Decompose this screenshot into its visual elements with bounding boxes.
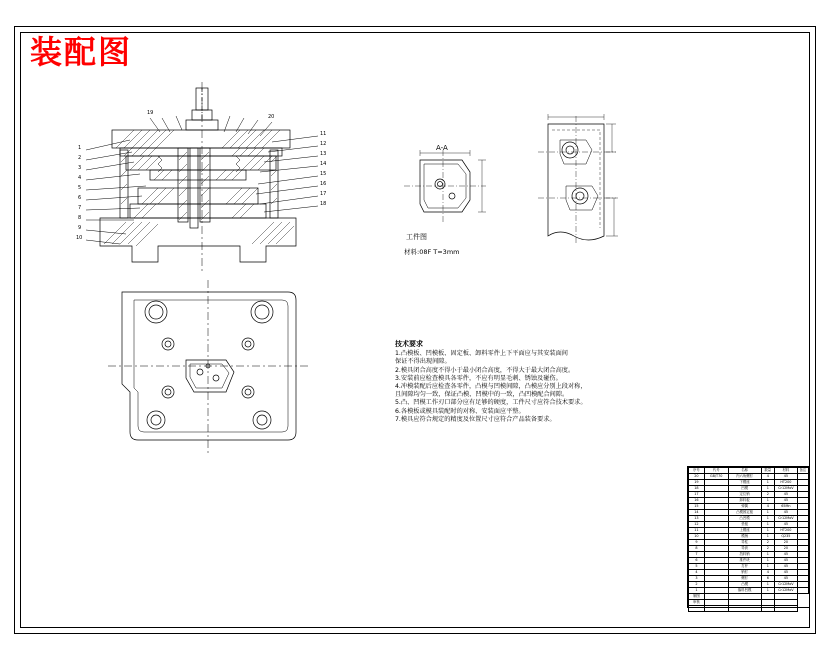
bom-cell: 凹模 — [728, 486, 761, 492]
bom-cell: 内六角螺钉 — [728, 474, 761, 480]
workpiece-caption: 工件图 — [406, 233, 427, 241]
bom-cell: 销钉 — [728, 570, 761, 576]
bom-cell: 4 — [761, 474, 775, 480]
bom-cell: 备注 — [797, 468, 808, 474]
bom-cell: 落料凹模 — [728, 588, 761, 594]
bom-cell: 20 — [689, 474, 705, 480]
bom-cell: 1 — [761, 564, 775, 570]
bom-cell: 45 — [775, 576, 798, 582]
workpiece-material: 材料:08F T=3mm — [404, 248, 460, 256]
bom-cell: 1 — [761, 552, 775, 558]
bom-cell: 模柄 — [728, 534, 761, 540]
section-mark-a: A-A — [436, 144, 448, 152]
technical-requirements-heading: 技术要求 — [395, 340, 423, 348]
bom-cell: 打杆 — [728, 564, 761, 570]
bom-cell: 4 — [761, 570, 775, 576]
bom-cell: 45 — [775, 474, 798, 480]
bom-cell: 数量 — [761, 468, 775, 474]
bom-cell: 20 — [775, 540, 798, 546]
callout-13: 13 — [320, 151, 327, 157]
bom-cell: 45 — [775, 552, 798, 558]
bom-cell: 19 — [689, 480, 705, 486]
title-block-cell — [761, 606, 775, 612]
tr-line-4: 3.安装前应检查模具各零件，不应有明显毛刺、锈蚀及碰伤。 — [395, 374, 562, 382]
bom-cell: 2 — [761, 492, 775, 498]
bom-cell: 8 — [689, 546, 705, 552]
callout-20: 20 — [268, 114, 275, 120]
bom-cell: 序号 — [689, 468, 705, 474]
title-block-cell — [689, 606, 705, 612]
bom-cell: 卸料板 — [728, 498, 761, 504]
bom-cell: 45 — [775, 564, 798, 570]
bom-cell: 1 — [761, 516, 775, 522]
callout-3: 3 — [78, 165, 82, 171]
bom-cell: 45 — [775, 570, 798, 576]
bom-cell: Cr12MoV — [775, 486, 798, 492]
callout-2: 2 — [78, 155, 82, 161]
title-block-footer-row — [689, 606, 809, 612]
bom-cell: 导套 — [728, 546, 761, 552]
bom-cell: 2 — [761, 546, 775, 552]
bom-cell: 推件块 — [728, 558, 761, 564]
callout-19: 19 — [147, 110, 154, 116]
bom-cell: 14 — [689, 510, 705, 516]
bom-cell: 17 — [689, 492, 705, 498]
bom-cell: 11 — [689, 528, 705, 534]
callout-18: 18 — [320, 201, 327, 207]
title-block-cell — [775, 606, 798, 612]
tr-line-9: 7.模具应符合规定的精度及位置尺寸应符合产品装备要求。 — [395, 415, 556, 423]
bom-cell: 13 — [689, 516, 705, 522]
bom-cell: 1 — [761, 558, 775, 564]
callout-10: 10 — [76, 235, 83, 241]
bom-cell: HT200 — [775, 528, 798, 534]
bom-cell: 1 — [761, 522, 775, 528]
tr-line-6: 且间隙均匀一致，保证凸模、凹模中的一致，凸凹模配合间隙。 — [395, 391, 569, 399]
bom-cell: 名称 — [728, 468, 761, 474]
callout-8: 8 — [78, 215, 82, 221]
bom-cell: 12 — [689, 522, 705, 528]
bom-cell: 16 — [689, 498, 705, 504]
tr-line-1: 1.凸模板、凹模板、固定板、卸料零件上下平面应与其安装面间 — [395, 350, 568, 358]
bom-cell: 18 — [689, 486, 705, 492]
bom-cell: 5 — [689, 564, 705, 570]
callout-9: 9 — [78, 225, 82, 231]
bom-cell: 导柱 — [728, 540, 761, 546]
callout-11: 11 — [320, 131, 327, 137]
bom-cell: Cr12MoV — [775, 516, 798, 522]
bom-cell: 3 — [689, 576, 705, 582]
bom-cell: 6 — [689, 558, 705, 564]
callout-5: 5 — [78, 185, 82, 191]
bom-cell: 45 — [775, 558, 798, 564]
callout-1: 1 — [78, 145, 82, 151]
bom-cell: GB/T70 — [704, 474, 728, 480]
callout-6: 6 — [78, 195, 82, 201]
tr-line-5: 4.冲模装配后应检查各零件，凸模与凹模间隙，凸模应分别上段对称， — [395, 383, 587, 391]
bom-cell: 7 — [689, 552, 705, 558]
callout-14: 14 — [320, 161, 327, 167]
bom-cell — [797, 588, 808, 594]
bom-cell: 1 — [761, 510, 775, 516]
bom-cell: 材料 — [775, 468, 798, 474]
bom-cell: HT200 — [775, 480, 798, 486]
tr-line-2: 保证不得出现间隙。 — [395, 358, 451, 366]
bom-cell: 45 — [775, 522, 798, 528]
bom-cell: 15 — [689, 504, 705, 510]
bom-cell: 6 — [761, 576, 775, 582]
bom-cell: 1 — [761, 588, 775, 594]
title-block-cell: 制图 — [689, 594, 705, 600]
page-title: 装配图 — [30, 33, 133, 71]
bom-cell: Cr12MoV — [775, 588, 798, 594]
title-block — [687, 466, 810, 608]
bom-cell: 凸模固定板 — [728, 510, 761, 516]
tr-line-8: 6.各模板或模具装配时的对称、安装面应平整。 — [395, 407, 525, 415]
bom-cell: 弹簧 — [728, 504, 761, 510]
callout-7: 7 — [78, 205, 82, 211]
callout-4: 4 — [78, 175, 82, 181]
bom-cell: 挡料销 — [728, 552, 761, 558]
bom-cell: 20 — [775, 546, 798, 552]
bom-cell: 1 — [761, 534, 775, 540]
tr-line-3: 2.模具闭合高度不得小于最小闭合高度，不得大于最大闭合高度。 — [395, 366, 575, 374]
bom-cell: 2 — [761, 540, 775, 546]
callout-15: 15 — [320, 171, 327, 177]
bom-cell: 45 — [775, 510, 798, 516]
bom-cell: 45 — [775, 498, 798, 504]
bom-cell: 45 — [775, 492, 798, 498]
bom-table — [688, 467, 809, 612]
bom-cell: 定位销 — [728, 492, 761, 498]
bom-cell: 1 — [761, 528, 775, 534]
bom-cell: Cr12MoV — [775, 582, 798, 588]
bom-cell: 10 — [689, 534, 705, 540]
callout-16: 16 — [320, 181, 327, 187]
bom-cell: 螺钉 — [728, 576, 761, 582]
bom-cell: 4 — [689, 570, 705, 576]
bom-cell: 代号 — [704, 468, 728, 474]
bom-cell: 1 — [761, 498, 775, 504]
bom-cell: 垫板 — [728, 522, 761, 528]
bom-cell: 4 — [761, 504, 775, 510]
bom-cell: 上模座 — [728, 528, 761, 534]
bom-cell: 65Mn — [775, 504, 798, 510]
bom-cell: 2 — [689, 582, 705, 588]
bom-cell: 1 — [761, 582, 775, 588]
bom-cell: 1 — [689, 588, 705, 594]
technical-requirements — [395, 340, 625, 424]
title-block-cell — [728, 606, 761, 612]
bom-cell: 凸凹模 — [728, 516, 761, 522]
callout-17: 17 — [320, 191, 327, 197]
bom-cell: Q235 — [775, 534, 798, 540]
bom-cell: 9 — [689, 540, 705, 546]
bom-cell: 1 — [761, 486, 775, 492]
bom-cell: 下模座 — [728, 480, 761, 486]
title-block-cell — [704, 606, 728, 612]
bom-cell: 1 — [761, 480, 775, 486]
callout-12: 12 — [320, 141, 327, 147]
title-block-cell: 审核 — [689, 600, 705, 606]
bom-cell: 凸模 — [728, 582, 761, 588]
tr-line-7: 5.凸、凹模工作刃口部分应有足够的硬度，工件尺寸应符合技术要求。 — [395, 399, 587, 407]
